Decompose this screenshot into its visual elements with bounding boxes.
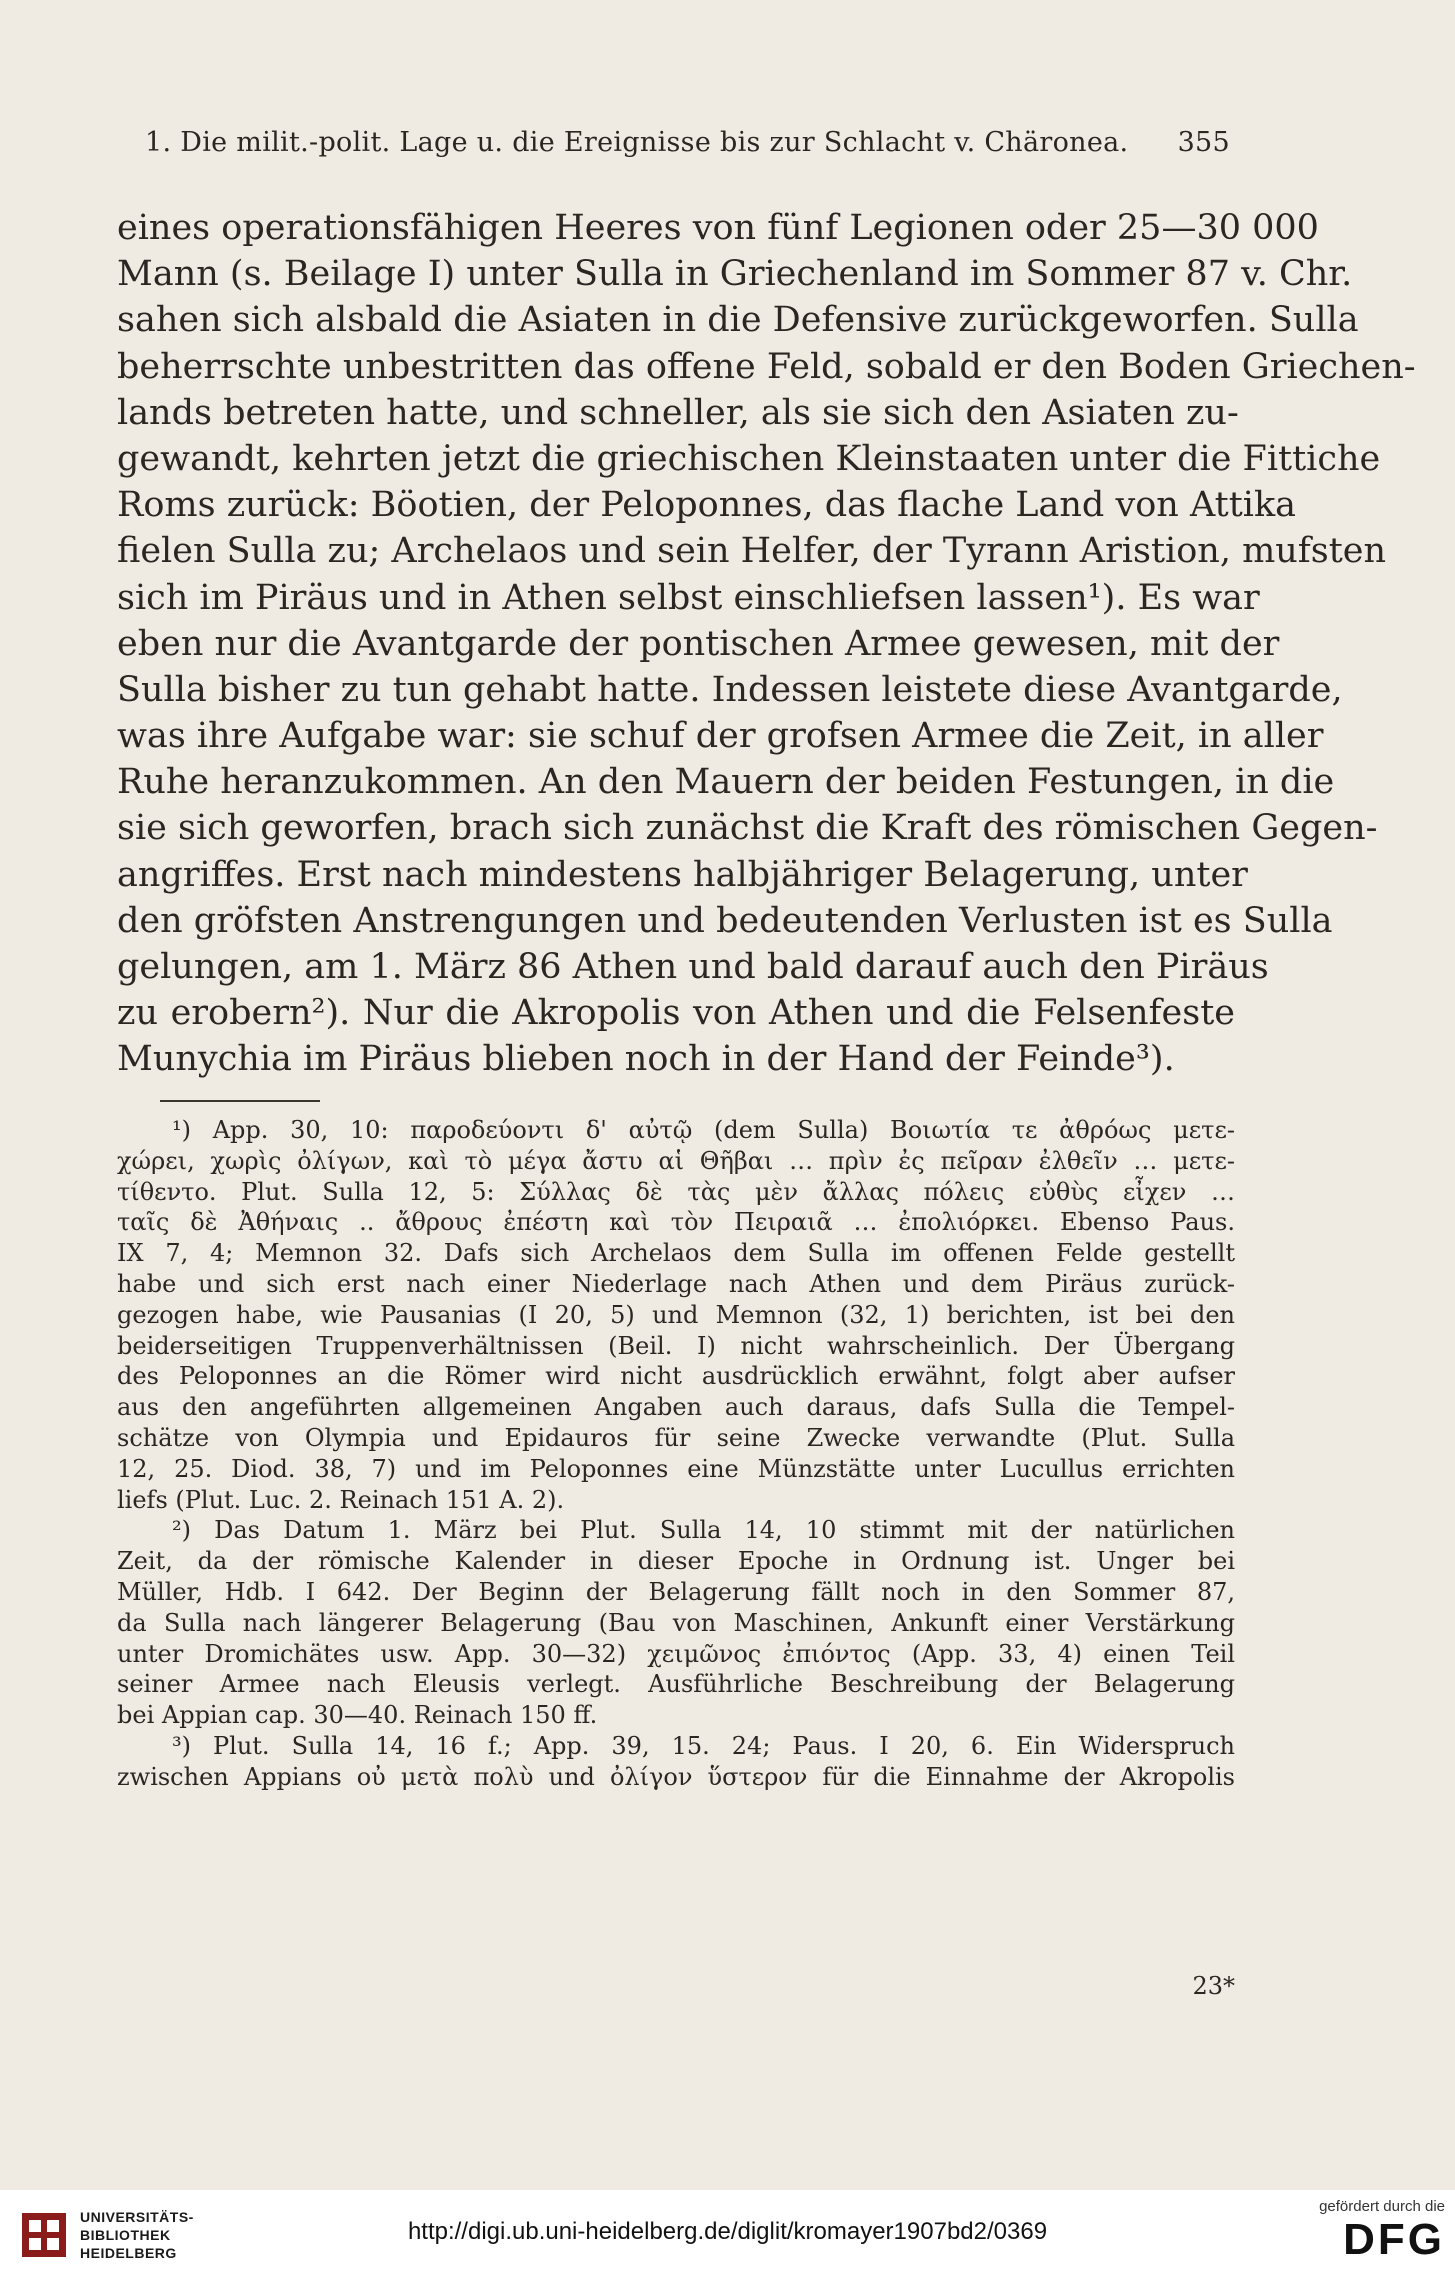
- text-line: was ihre Aufgabe war: sie schuf der grofsen Armee die Zeit, in aller: [117, 716, 1324, 757]
- footnote-line: aus den angeführten allgemeinen Angaben auch daraus, dafs Sulla die Tempel-: [117, 1393, 1235, 1422]
- text-line: lands betreten hatte, und schneller, als sie sich den Asiaten zu-: [117, 392, 1239, 433]
- footnote-line: 12, 25. Diod. 38, 7) und im Peloponnes eine Münzstätte unter Lucullus errichten: [117, 1454, 1235, 1483]
- footnote-line: da Sulla nach längerer Belagerung (Bau von Maschinen, Ankunft einer Verstärkung: [117, 1608, 1235, 1637]
- footnote-line: habe und sich erst nach einer Niederlage nach Athen und dem Piräus zurück-: [117, 1269, 1235, 1298]
- text-line: fielen Sulla zu; Archelaos und sein Helfer, der Tyrann Aristion, mufsten: [117, 531, 1387, 572]
- footnote-line: beiderseitigen Truppenverhältnissen (Beil. I) nicht wahrscheinlich. Der Übergang: [117, 1331, 1235, 1360]
- footnote-line: schätze von Olympia und Epidauros für seine Zwecke verwandte (Plut. Sulla: [117, 1423, 1235, 1452]
- text-line: sahen sich alsbald die Asiaten in die Defensive zurückgeworfen. Sulla: [117, 300, 1359, 341]
- library-line: UNIVERSITÄTS-: [80, 2209, 194, 2225]
- text-line: eben nur die Avantgarde der pontischen Armee gewesen, mit der: [117, 623, 1280, 664]
- viewer-footer: [0, 2190, 1455, 2275]
- footnote-line: bei Appian cap. 30—40. Reinach 150 ff.: [117, 1701, 598, 1730]
- text-line: sie sich geworfen, brach sich zunächst die Kraft des römischen Gegen-: [117, 808, 1378, 849]
- text-line: zu erobern²). Nur die Akropolis von Athen und die Felsenfeste: [117, 993, 1235, 1034]
- text-line: Munychia im Piräus blieben noch in der Hand der Feinde³).: [117, 1039, 1175, 1080]
- footnote-3: [117, 1731, 1235, 1793]
- text-line: angriffes. Erst nach mindestens halbjähriger Belagerung, unter: [117, 854, 1248, 895]
- footnote-line: des Peloponnes an die Römer wird nicht ausdrücklich erwähnt, folgt aber aufser: [117, 1362, 1235, 1391]
- footnote-line: gezogen habe, wie Pausanias (I 20, 5) und Memnon (32, 1) berichten, ist bei den: [117, 1300, 1235, 1329]
- running-header: [145, 127, 1230, 177]
- footnote-line: Zeit, da der römische Kalender in dieser Epoche in Ordnung ist. Unger bei: [117, 1547, 1235, 1576]
- library-line: HEIDELBERG: [80, 2245, 177, 2261]
- footnote-line: Müller, Hdb. I 642. Der Beginn der Belagerung fällt noch in den Sommer 87,: [117, 1577, 1235, 1606]
- text-line: gelungen, am 1. März 86 Athen und bald darauf auch den Piräus: [117, 947, 1269, 987]
- footnote-line: ταῖς δὲ Ἀθήναις .. ἄθρους ἐπέστη καὶ τὸν Πειραιᾶ … ἐπολιόρκει. Ebenso Paus.: [117, 1208, 1235, 1237]
- funded-by-text: gefördert durch die: [1319, 2198, 1445, 2215]
- text-line: Ruhe heranzukommen. An den Mauern der beiden Festungen, in die: [117, 762, 1335, 803]
- footnote-line: χώρει, χωρὶς ὀλίγων, καὶ τὸ μέγα ἄστυ αἱ Θῆβαι … πρὶν ἐς πεῖραν ἐλθεῖν … μετε-: [117, 1146, 1235, 1175]
- text-line: Mann (s. Beilage I) unter Sulla in Griechenland im Sommer 87 v. Chr.: [117, 254, 1353, 295]
- footnote-line: ³) Plut. Sulla 14, 16 f.; App. 39, 15. 24; Paus. I 20, 6. Ein Widerspruch: [172, 1731, 1235, 1760]
- library-line: BIBLIOTHEK: [80, 2227, 171, 2243]
- dfg-logo[interactable]: [1295, 2198, 1445, 2270]
- permalink-url[interactable]: http://digi.ub.uni-heidelberg.de/diglit/kromayer1907bd2/0369: [407, 2218, 1048, 2245]
- footnote-2: [117, 1515, 1235, 1731]
- footnote-1: [117, 1115, 1235, 1515]
- footnote-line: τίθεντο. Plut. Sulla 12, 5: Σύλλας δὲ τὰς μὲν ἄλλας πόλεις εὐθὺς εἶχεν …: [117, 1177, 1235, 1206]
- footnote-line: liefs (Plut. Luc. 2. Reinach 151 A. 2).: [117, 1485, 565, 1514]
- footnote-separator: [160, 1100, 320, 1102]
- text-line: den gröfsten Anstrengungen und bedeutenden Verlusten ist es Sulla: [117, 900, 1333, 941]
- footnote-line: ²) Das Datum 1. März bei Plut. Sulla 14, 10 stimmt mit der natürlichen: [172, 1516, 1235, 1545]
- text-line: eines operationsfähigen Heeres von fünf Legionen oder 25—30 000: [117, 208, 1319, 248]
- text-line: sich im Piräus und in Athen selbst einschliefsen lassen¹). Es war: [117, 577, 1260, 618]
- footnote-line: IX 7, 4; Memnon 32. Dafs sich Archelaos dem Sulla im offenen Felde gestellt: [117, 1239, 1235, 1268]
- text-line: beherrschte unbestritten das offene Feld, sobald er den Boden Griechen-: [117, 346, 1416, 387]
- footnotes: [117, 1115, 1235, 1793]
- footnote-line: seiner Armee nach Eleusis verlegt. Ausführliche Beschreibung der Belagerung: [117, 1670, 1235, 1699]
- footnote-line: unter Dromichätes usw. App. 30—32) χειμῶνος ἐπιόντος (App. 33, 4) einen Teil: [117, 1639, 1235, 1668]
- text-line: Sulla bisher zu tun gehabt hatte. Indessen leistete diese Avantgarde,: [117, 669, 1343, 710]
- text-line: Roms zurück: Böotien, der Peloponnes, das flache Land von Attika: [117, 485, 1297, 526]
- signature-mark: 23*: [1192, 1972, 1235, 2000]
- main-text: [117, 205, 1416, 1083]
- footnote-line: ¹) App. 30, 10: παροδεύοντι δ' αὐτῷ (dem Sulla) Βοιωτία τε ἀθρόως μετε-: [172, 1116, 1235, 1144]
- text-line: gewandt, kehrten jetzt die griechischen Kleinstaaten unter die Fittiche: [117, 438, 1381, 479]
- dfg-logo-text: DFG: [1343, 2215, 1445, 2264]
- page-number: 355: [1177, 127, 1230, 158]
- running-title: 1. Die milit.-polit. Lage u. die Ereignisse bis zur Schlacht v. Chäronea.: [145, 127, 1129, 158]
- footnote-line: zwischen Appians οὐ μετὰ πολὺ und ὀλίγον ὕστερον für die Einnahme der Akropolis: [117, 1762, 1235, 1791]
